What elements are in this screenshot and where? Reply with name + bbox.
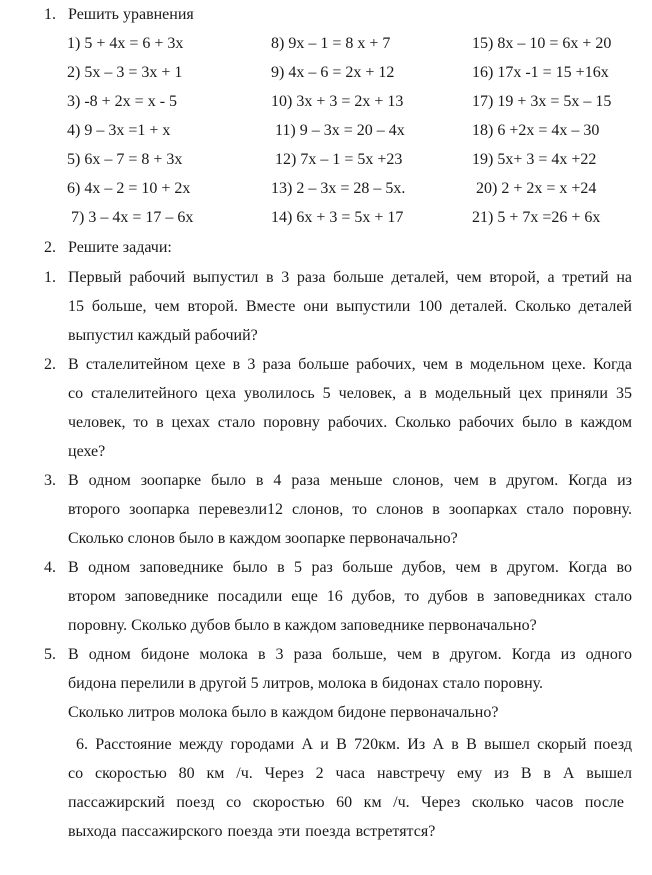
problem-5-line: В одном бидоне молока в 3 раза больше, чем в другом. Когда из одного bbox=[68, 646, 632, 663]
equation-item: 13) 2 – 3x = 28 – 5x. bbox=[271, 180, 406, 197]
equation-item: 10) 3x + 3 = 2x + 13 bbox=[271, 93, 404, 110]
problem-4-line: В одном заповеднике было в 5 раз больше дубов, чем в другом. Когда во bbox=[68, 559, 632, 576]
problem-4-line: поровну. Сколько дубов было в каждом заповеднике первоначально? bbox=[68, 617, 537, 634]
equation-item: 1) 5 + 4x = 6 + 3x bbox=[67, 35, 184, 52]
problem-3-number: 3. bbox=[44, 472, 56, 489]
equation-item: 9) 4x – 6 = 2x + 12 bbox=[271, 64, 395, 81]
problem-6-line: пассажирский поезд со скоростью 60 км /ч. Через сколько часов после bbox=[68, 794, 624, 811]
problem-6-line: выхода пассажирского поезда эти поезда встретятся? bbox=[68, 823, 436, 840]
equation-item: 4) 9 – 3x =1 + x bbox=[67, 122, 171, 139]
equation-item: 11) 9 – 3x = 20 – 4x bbox=[275, 122, 405, 139]
equation-item: 3) -8 + 2x = x - 5 bbox=[67, 93, 178, 110]
problem-2-number: 2. bbox=[44, 356, 56, 373]
problem-6-line: со скоростью 80 км /ч. Через 2 часа навстречу ему из В в А вышел bbox=[68, 765, 632, 782]
problem-3-line: второго зоопарка перевезли12 слонов, то слонов в зоопарках стало поровну. bbox=[68, 501, 632, 518]
section-2-title: Решите задачи: bbox=[68, 239, 172, 256]
equation-item: 15) 8x – 10 = 6x + 20 bbox=[472, 35, 612, 52]
problem-2-line: цехе? bbox=[68, 443, 106, 460]
equation-item: 8) 9x – 1 = 8 x + 7 bbox=[271, 35, 391, 52]
equation-item: 5) 6x – 7 = 8 + 3x bbox=[67, 151, 183, 168]
equation-item: 16) 17x -1 = 15 +16x bbox=[472, 64, 609, 81]
problem-2-line: со сталелитейного цеха уволилось 5 человек, а в модельный цех приняли 35 bbox=[68, 385, 632, 402]
section-1-title: Решить уравнения bbox=[68, 6, 194, 23]
problem-5-line: бидона перелили в другой 5 литров, молока в бидонах стало поровну. bbox=[68, 675, 544, 692]
problem-1-line: выпустил каждый рабочий? bbox=[68, 327, 258, 344]
problem-2-line: человек, то в цехах стало поровну рабочих. Сколько рабочих было в каждом bbox=[68, 414, 632, 431]
problem-4-number: 4. bbox=[44, 559, 56, 576]
problem-1-line: 15 больше, чем второй. Вместе они выпустили 100 деталей. Сколько деталей bbox=[68, 298, 632, 315]
equation-item: 6) 4x – 2 = 10 + 2x bbox=[67, 180, 191, 197]
equation-item: 19) 5x+ 3 = 4x +22 bbox=[472, 151, 597, 168]
equation-item: 20) 2 + 2x = x +24 bbox=[476, 180, 597, 197]
problem-4-line: втором заповеднике посадили еще 16 дубов, то дубов в заповедниках стало bbox=[68, 588, 632, 605]
problem-3-line: Сколько слонов было в каждом зоопарке первоначально? bbox=[68, 530, 458, 547]
equation-item: 21) 5 + 7x =26 + 6x bbox=[472, 209, 601, 226]
problem-3-line: В одном зоопарке было в 4 раза меньше слонов, чем в другом. Когда из bbox=[68, 472, 632, 489]
problem-2-line: В сталелитейном цехе в 3 раза больше рабочих, чем в модельном цехе. Когда bbox=[68, 356, 632, 373]
problem-1-number: 1. bbox=[44, 269, 56, 286]
equation-item: 2) 5x – 3 = 3x + 1 bbox=[67, 64, 183, 81]
equation-item: 14) 6x + 3 = 5x + 17 bbox=[271, 209, 404, 226]
section-2-number: 2. bbox=[44, 239, 56, 256]
problem-1-line: Первый рабочий выпустил в 3 раза больше деталей, чем второй, а третий на bbox=[68, 269, 632, 286]
problem-5-number: 5. bbox=[44, 646, 56, 663]
equation-item: 12) 7x – 1 = 5x +23 bbox=[275, 151, 403, 168]
equation-item: 7) 3 – 4x = 17 – 6x bbox=[71, 209, 194, 226]
problem-6-line: 6. Расстояние между городами А и В 720км. Из А в В вышел скорый поезд bbox=[76, 736, 632, 753]
equation-item: 17) 19 + 3x = 5x – 15 bbox=[472, 93, 612, 110]
problem-5-line: Сколько литров молока было в каждом бидоне первоначально? bbox=[68, 704, 499, 721]
section-1-number: 1. bbox=[44, 6, 56, 23]
equation-item: 18) 6 +2x = 4x – 30 bbox=[472, 122, 600, 139]
